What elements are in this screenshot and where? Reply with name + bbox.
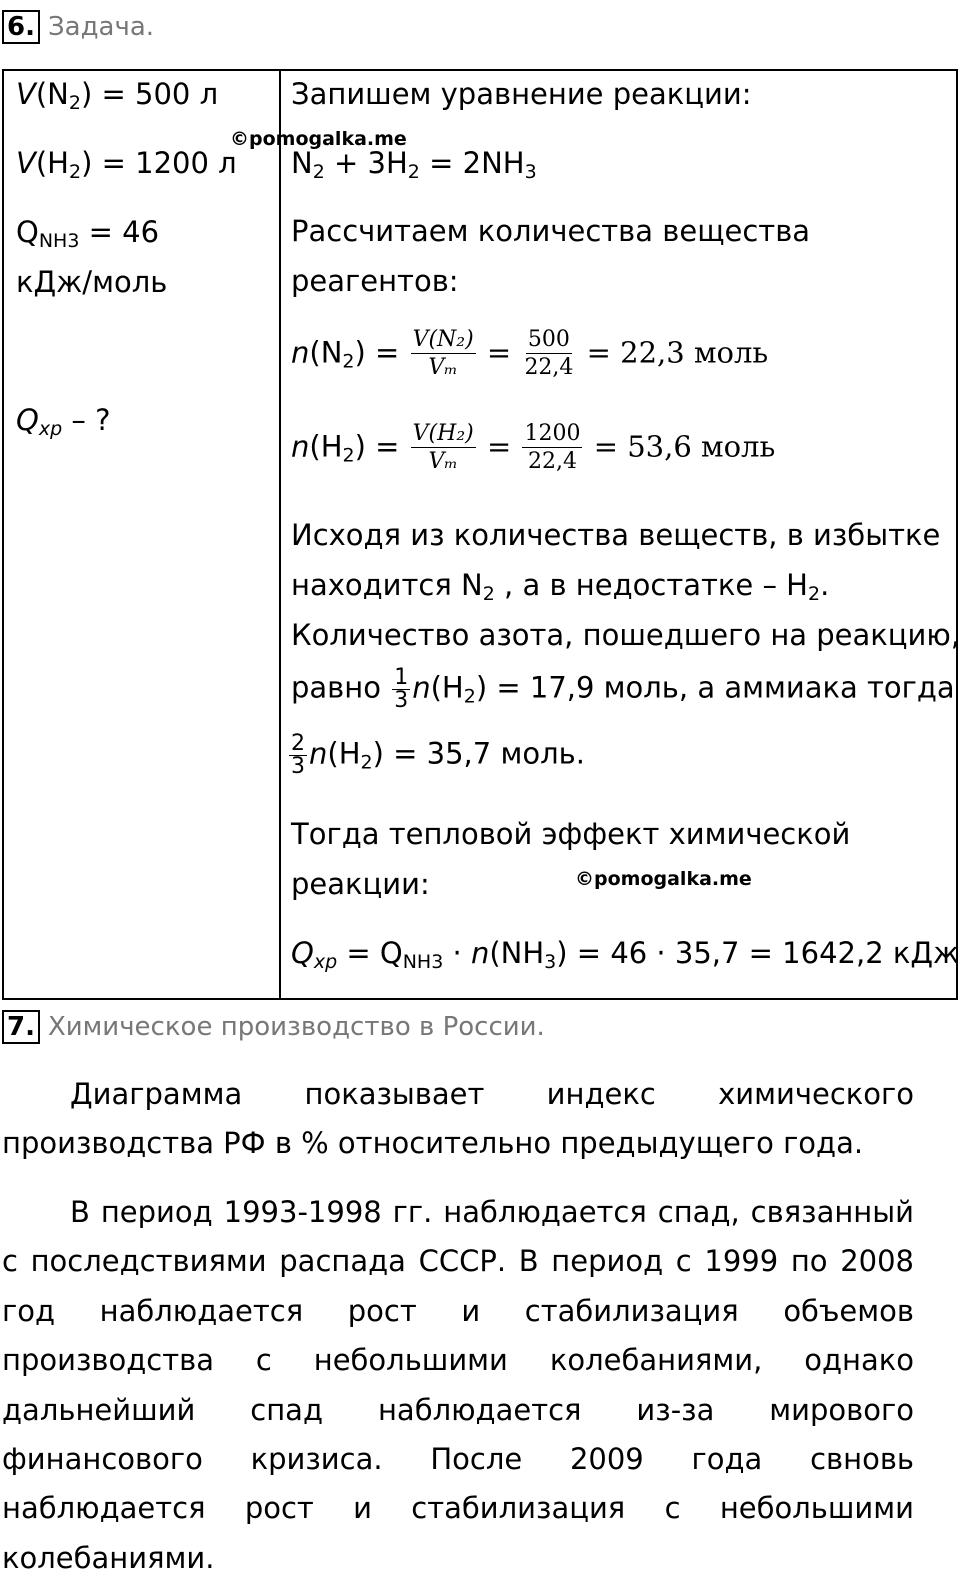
calc-intro-line-2: реагентов: bbox=[291, 264, 459, 298]
given-volume-h2: $V(H_2) = 1200$ л bbox=[16, 146, 237, 183]
section-number: 7. bbox=[2, 1010, 40, 1044]
paragraph-2: В период 1993-1998 гг. наблюдается спад, связанный с последствиями распада СССР. В период с 1999 по 2008 год наблюдается рост и стабилизация объемов производства с небольшими колебаниями, однако дальнейший спад наблюдается из-за мирового финансового кризиса. После 2009 года свновь наблюдается рост и стабилизация с небольшими колебаниями. bbox=[2, 1195, 914, 1575]
effect-line-1: Тогда тепловой эффект химической bbox=[291, 817, 851, 851]
section-7-header bbox=[2, 1010, 545, 1044]
nitrogen-line-1: Количество азота, пошедшего на реакцию, bbox=[291, 618, 960, 652]
formula-n-n2: $n(N_2)$ = $\frac{\text{V(N₂)}}{\text{Vₘ}}$ = $\frac{500}{22,4}$ = 22,3 моль bbox=[291, 327, 769, 380]
given-column bbox=[3, 70, 280, 999]
reaction-equation: $N_2 + 3H_2 = 2NH_3$ bbox=[291, 146, 537, 183]
calc-intro-line-1: Рассчитаем количества вещества bbox=[291, 214, 811, 248]
given-volume-n2: $V(N_2) = 500$ л bbox=[16, 77, 219, 114]
find-heat-reaction: $Q_{хр}$ – ? bbox=[16, 403, 111, 440]
excess-line-1: Исходя из количества веществ, в избытке bbox=[291, 518, 941, 552]
watermark: ©pomogalka.me bbox=[230, 128, 407, 150]
section-title: Химическое производство в России. bbox=[47, 1012, 545, 1042]
watermark: ©pomogalka.me bbox=[575, 868, 752, 890]
excess-line-2: находится $N_2$ , а в недостатке – $H_2$. bbox=[291, 568, 830, 605]
formula-n-h2: $n(H_2)$ = $\frac{\text{V(H₂)}}{\text{Vₘ}}$ = $\frac{1200}{22,4}$ = 53,6 моль bbox=[291, 421, 776, 474]
section-title: Задача. bbox=[47, 12, 155, 42]
paragraph-1: Диаграмма показывает индекс химического производства РФ в % относительно предыдущего года. bbox=[2, 1077, 914, 1161]
task-table bbox=[2, 69, 958, 1000]
solution-column bbox=[280, 70, 960, 999]
section-6-header bbox=[2, 10, 154, 44]
nitrogen-line-2: равно $\frac{1}{3}$ $n(H_2) = 17,9$ моль, а аммиака тогда bbox=[291, 665, 955, 713]
given-heat-unit: кДж/моль bbox=[16, 265, 168, 299]
effect-line-2: реакции: bbox=[291, 867, 430, 901]
final-heat-formula: $Q_{хр} = Q_{NH3} \cdot n(NH_3) = 46 \cdot 35,7 = 1642,2$ кДж bbox=[291, 936, 960, 973]
ammonia-line: $\frac{2}{3}$ $n(H_2) = 35,7$ моль. bbox=[291, 731, 585, 779]
section-number: 6. bbox=[2, 10, 40, 44]
reaction-intro: Запишем уравнение реакции: bbox=[291, 77, 752, 111]
given-heat-nh3: $Q_{NH3} = 46$ bbox=[16, 215, 160, 252]
